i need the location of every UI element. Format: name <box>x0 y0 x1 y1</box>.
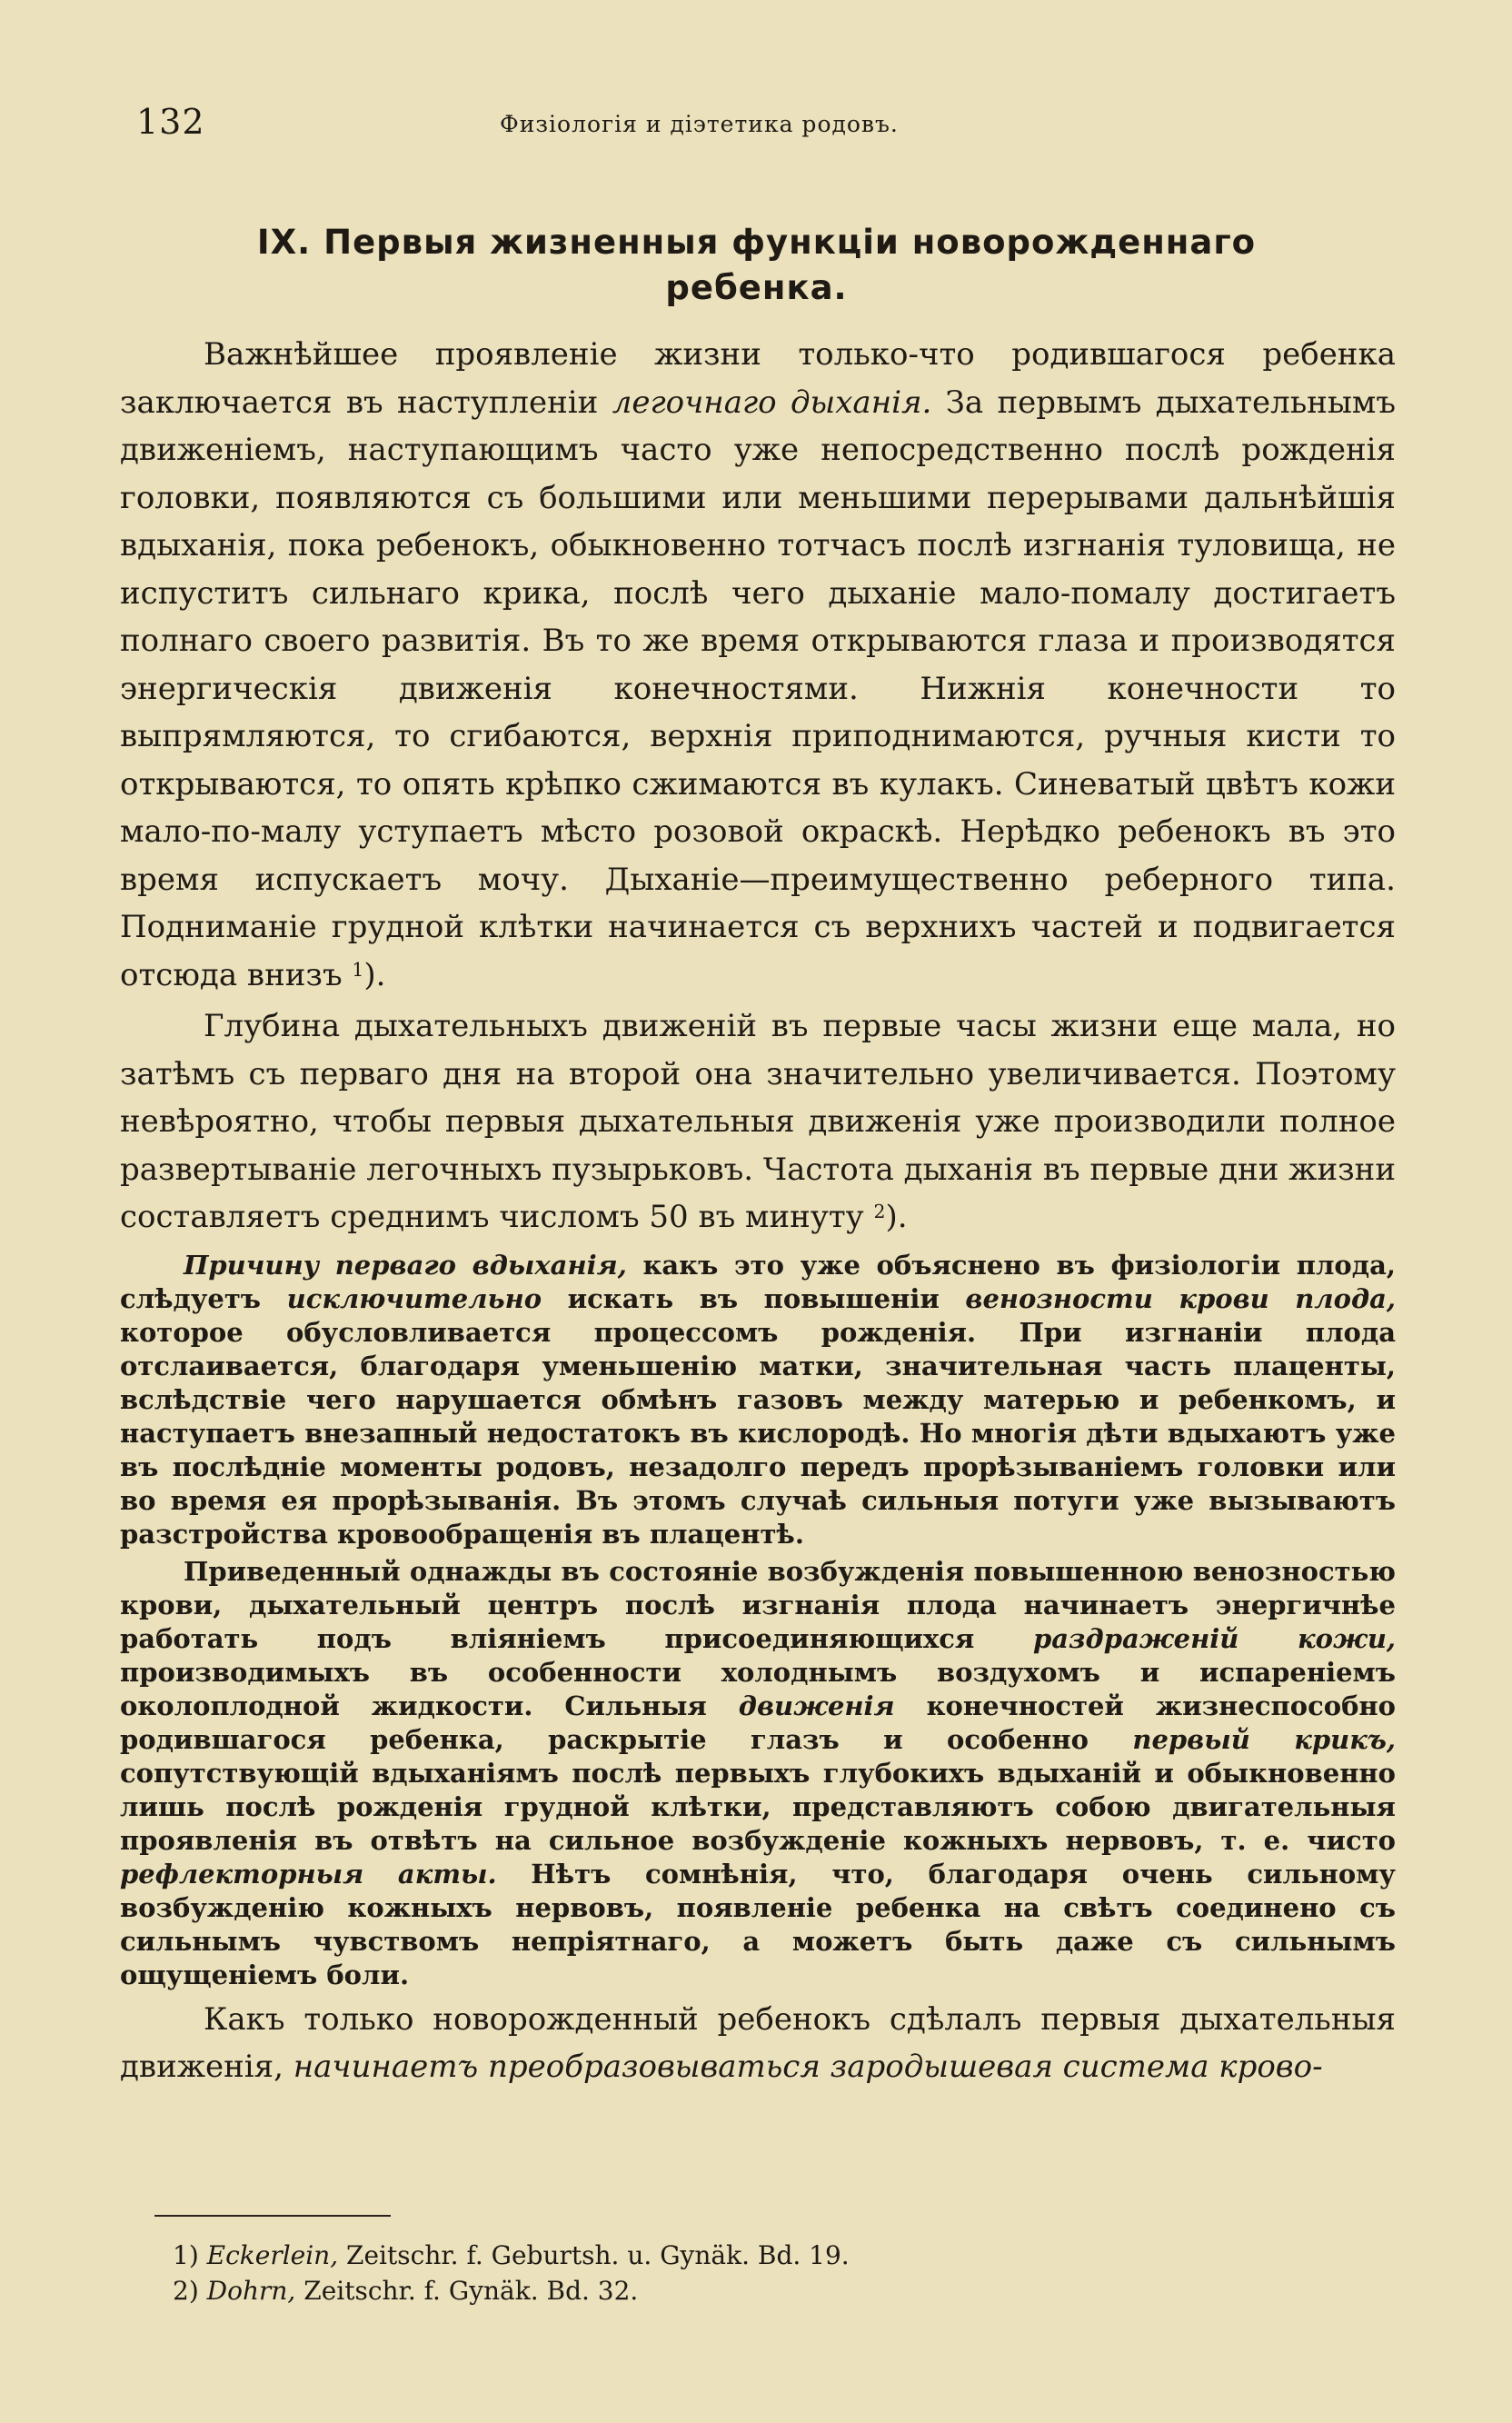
chapter-title: IX. Первыя жизненныя функціи новорожденнаго ребенка. <box>256 223 1257 307</box>
footnote-source: Zeitschr. f. Gynäk. Bd. 32. <box>303 2276 639 2306</box>
page-number: 132 <box>136 102 205 142</box>
footnote <box>173 2238 1354 2273</box>
emphasized-text: исключительно <box>286 1282 542 1314</box>
text-run: ). <box>885 1199 908 1235</box>
text-run: искать въ повышеніи <box>542 1282 966 1314</box>
text-run: конечностей жизнеспособно родившагося ребенка, раскрытіе глазъ и особенно <box>120 1690 1396 1755</box>
footnote-reference: 1 <box>352 958 364 981</box>
emphasized-text: легочнаго дыханія. <box>612 384 932 421</box>
paragraph <box>120 1555 1396 1992</box>
text-run: производимыхъ въ особенности холоднымъ воздухомъ и испареніемъ околоплодной жидкости. Сильныя <box>120 1656 1396 1721</box>
text-run: Приведенный однажды въ состояніе возбужденія повышенною венозностью крови, дыхательный центръ послѣ изгнанія плода начинаетъ энергичнѣе работать подъ вліяніемъ присоединяющихся <box>120 1555 1396 1654</box>
emphasized-text: раздраженій кожи, <box>1032 1622 1396 1654</box>
text-run: За первымъ дыхательнымъ движеніемъ, наступающимъ часто уже непосредственно послѣ рожденія головки, появляются съ большими или меньшими перерывами дальнѣйшія вдыханія, пока ребенокъ, обыкновенно тотчасъ послѣ изгнанія туловища, не испуститъ сильнаго крика, послѣ чего дыханіе мало-помалу достигаетъ полнаго своего развитія. Въ то же время открываются глаза и производятся энергическія движенія конечностями. Нижнія конечности то выпрямляются, то сгибаются, верхнія приподнимаются, ручныя кисти то открываются, то опять крѣпко сжимаются въ кулакъ. Синеватый цвѣтъ кожи мало-по-малу уступаетъ мѣсто розовой окраскѣ. Нерѣдко ребенокъ въ это время испускаетъ мочу. Дыханіе—преимущественно реберного типа. Подниманіе грудной клѣтки начинается съ верхнихъ частей и подвигается отсюда внизъ <box>120 384 1397 993</box>
emphasized-text: венозности крови плода, <box>965 1282 1397 1314</box>
emphasized-text: первый крикъ, <box>1132 1723 1396 1755</box>
footnote-reference: 2 <box>873 1201 886 1222</box>
footnote-mark: 2) <box>173 2276 199 2306</box>
footnotes <box>173 2238 1354 2308</box>
footnote-divider <box>154 2215 391 2217</box>
paragraph <box>120 1996 1396 2091</box>
text-run: Глубина дыхательныхъ движеній въ первые часы жизни еще мала, но затѣмъ съ перваго дня на второй она значительно увеличивается. Поэтому невѣроятно, чтобы первыя дыхательныя движенія уже производили полное развертываніе легочныхъ пузырьковъ. Частота дыханія въ первые дни жизни составляетъ среднимъ числомъ 50 въ минуту <box>120 1008 1396 1235</box>
text-run: Нѣтъ сомнѣнія, что, благодаря очень сильному возбужденію кожныхъ нервовъ, появленіе ребенка на свѣтъ соединено съ сильнымъ чувствомъ непріятнаго, а можетъ быть даже съ сильнымъ ощущеніемъ боли. <box>120 1858 1396 1990</box>
text-run: сопутствующій вдыханіямъ послѣ первыхъ глубокихъ вдыханій и обыкновенно лишь послѣ рожденія грудной клѣтки, представляютъ собою двигательныя проявленія въ отвѣтъ на сильное возбужденіе кожныхъ нервовъ, т. е. чисто <box>120 1757 1396 1856</box>
emphasized-text: Причину перваго вдыханія, <box>184 1249 627 1281</box>
paragraph <box>120 1249 1396 1551</box>
emphasized-text: начинаетъ преобразовываться зародышевая система крово- <box>293 2049 1323 2085</box>
text-run: ). <box>363 956 386 993</box>
page-header <box>136 102 1390 147</box>
footnote-author: Eckerlein, <box>206 2240 339 2270</box>
text-run: какъ это уже объяснено въ физіологіи плода, слѣдуетъ <box>120 1249 1396 1314</box>
body-text <box>120 331 1396 2091</box>
footnote-author: Dohrn, <box>206 2276 296 2306</box>
footnote-mark: 1) <box>173 2240 199 2270</box>
running-head: Физіологія и діэтетика родовъ. <box>500 111 899 137</box>
footnote <box>173 2273 1354 2308</box>
text-run: Важнѣйшее проявленіе жизни только-что родившагося ребенка заключается въ наступленіи <box>120 336 1396 421</box>
text-run: Какъ только новорожденный ребенокъ сдѣлалъ первыя дыхательныя движенія, <box>120 2000 1396 2085</box>
paragraph-gap <box>120 1241 1396 1249</box>
footnote-source: Zeitschr. f. Geburtsh. u. Gynäk. Bd. 19. <box>346 2240 850 2270</box>
text-run: которое обусловливается процессомъ рожденія. При изгнаніи плода отслаивается, благодаря уменьшенію матки, значительная часть плаценты, вслѣдствіе чего нарушается обмѣнъ газовъ между матерью и ребенкомъ, и наступаетъ внезапный недостатокъ въ кислородѣ. Но многія дѣти вдыхаютъ уже въ послѣдніе моменты родовъ, незадолго передъ прорѣзываніемъ головки или во время ея прорѣзыванія. Въ этомъ случаѣ сильныя потуги уже вызываютъ разстройства кровообращенія въ плацентѣ. <box>120 1316 1396 1550</box>
paragraph <box>120 1002 1396 1241</box>
paragraph <box>120 331 1396 999</box>
emphasized-text: движенія <box>738 1690 895 1721</box>
emphasized-text: рефлекторныя акты. <box>120 1858 497 1890</box>
